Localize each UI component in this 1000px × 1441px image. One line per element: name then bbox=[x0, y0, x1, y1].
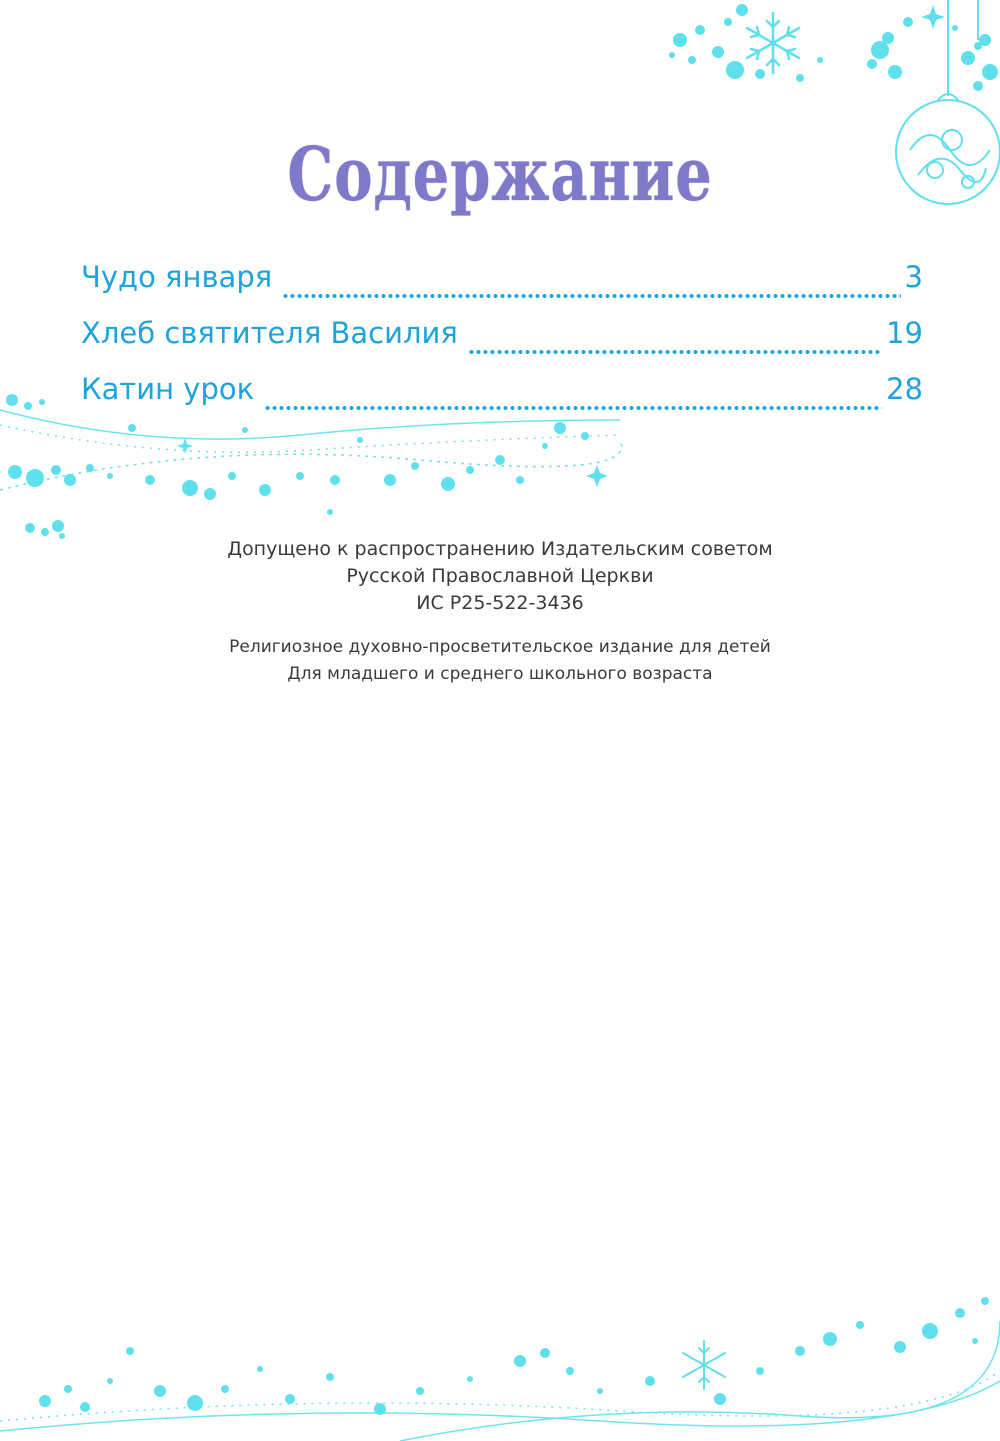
imprint-line: Допущено к распространению Издательским советом bbox=[227, 538, 773, 560]
toc-leader-dots bbox=[468, 349, 882, 355]
snowflake-icon bbox=[676, 1337, 732, 1393]
toc-entry-page: 3 bbox=[904, 260, 923, 294]
toc-entry-title: Чудо января bbox=[81, 260, 273, 294]
toc-entry-title: Катин урок bbox=[81, 372, 255, 406]
imprint-line: Для младшего и среднего школьного возраста bbox=[287, 664, 713, 684]
imprint-line: Религиозное духовно-просветительское издание для детей bbox=[229, 637, 771, 657]
sparkle-icon bbox=[918, 2, 948, 32]
table-of-contents bbox=[81, 260, 923, 428]
imprint-audience bbox=[0, 634, 1000, 688]
toc-entry[interactable] bbox=[81, 260, 923, 316]
toc-entry-page: 19 bbox=[886, 316, 923, 350]
christmas-ornament-icon bbox=[890, 0, 1000, 220]
toc-leader-dots bbox=[264, 405, 882, 411]
imprint-approval bbox=[0, 536, 1000, 617]
toc-entry-page: 28 bbox=[886, 372, 923, 406]
toc-entry[interactable] bbox=[81, 372, 923, 428]
snowflake-icon bbox=[738, 8, 808, 78]
imprint-line: Русской Православной Церкви bbox=[346, 565, 654, 587]
page-title: Содержание bbox=[287, 132, 713, 218]
imprint-line: ИС Р25-522-3436 bbox=[416, 592, 584, 614]
toc-leader-dots bbox=[282, 293, 900, 299]
toc-entry[interactable] bbox=[81, 316, 923, 372]
toc-entry-title: Хлеб святителя Василия bbox=[81, 316, 458, 350]
bottom-snow-decoration bbox=[0, 1281, 1000, 1441]
